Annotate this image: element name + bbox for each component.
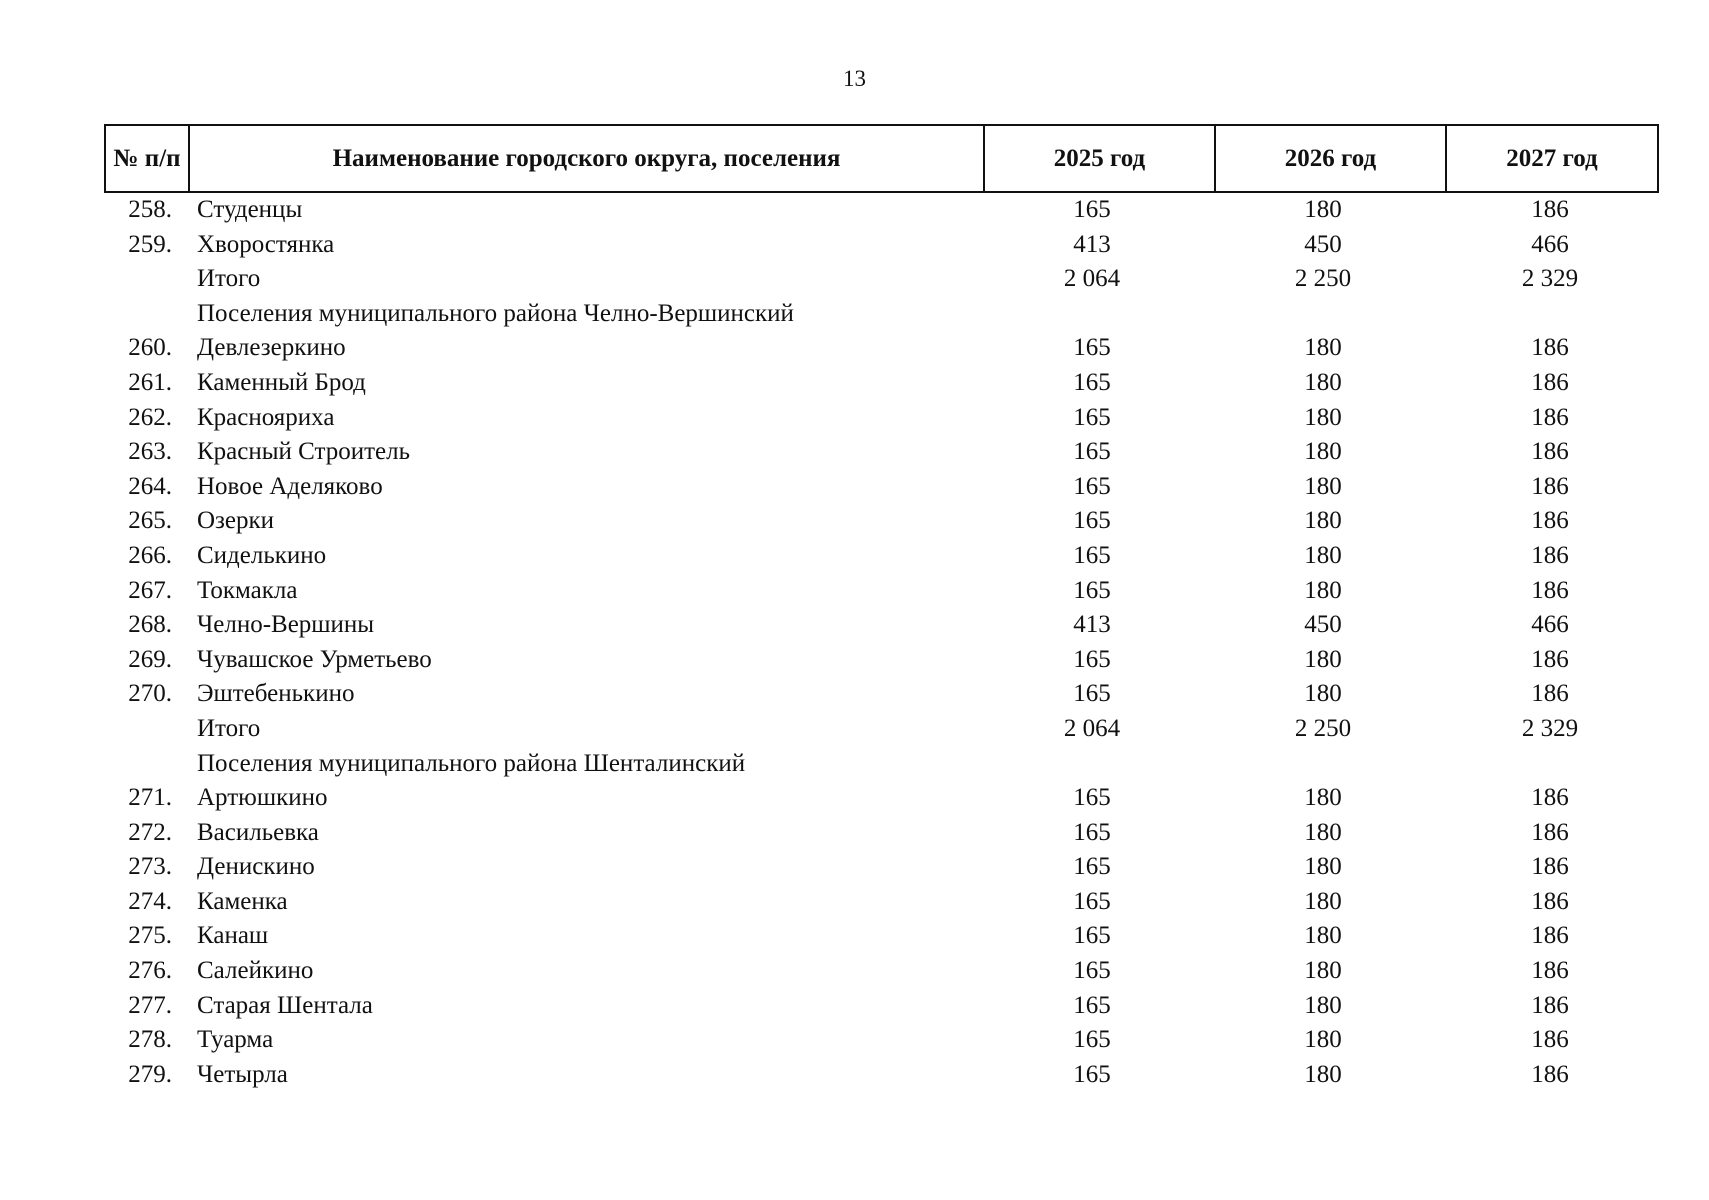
row-value-2027: 186 <box>1531 1060 1569 1088</box>
row-value-2027: 186 <box>1531 196 1569 223</box>
row-value-2027: 186 <box>1531 472 1569 500</box>
row-number: 276. <box>128 957 172 985</box>
table-row <box>0 609 1709 644</box>
row-number: 274. <box>128 887 172 915</box>
row-number: 266. <box>128 541 172 569</box>
row-value-2026: 180 <box>1304 403 1342 431</box>
row-value-2027: 186 <box>1531 645 1569 673</box>
table-row <box>0 955 1709 990</box>
row-value-2026: 180 <box>1304 334 1342 362</box>
row-name: Салейкино <box>197 957 314 985</box>
row-number: 258. <box>128 196 172 223</box>
row-number: 271. <box>128 784 172 812</box>
row-value-2026: 180 <box>1304 1026 1342 1054</box>
row-value-2027: 186 <box>1531 368 1569 396</box>
row-name: Сиделькино <box>197 541 327 569</box>
row-name: Студенцы <box>197 196 303 223</box>
row-value-2026: 2 250 <box>1294 265 1352 293</box>
row-value-2027: 186 <box>1531 507 1569 535</box>
row-value-2025: 165 <box>1073 403 1111 431</box>
row-value-2027: 186 <box>1531 991 1569 1019</box>
row-value-2027: 186 <box>1531 576 1569 604</box>
header-name: Наименование городского округа, поселения <box>188 126 983 191</box>
row-number: 259. <box>128 230 172 258</box>
row-value-2026: 180 <box>1304 507 1342 535</box>
row-value-2026: 180 <box>1304 680 1342 708</box>
row-value-2025: 2 064 <box>1063 714 1121 742</box>
row-value-2027: 466 <box>1531 611 1569 639</box>
row-value-2027: 186 <box>1531 541 1569 569</box>
row-value-2026: 180 <box>1304 957 1342 985</box>
table-row <box>0 194 1709 229</box>
row-name: Каменный Брод <box>197 368 366 396</box>
row-value-2026: 450 <box>1304 611 1342 639</box>
row-value-2025: 165 <box>1073 1060 1111 1088</box>
row-name: Четырла <box>197 1060 288 1088</box>
row-value-2025: 165 <box>1073 991 1111 1019</box>
row-value-2026: 180 <box>1304 818 1342 846</box>
row-value-2026: 2 250 <box>1294 714 1352 742</box>
row-name: Новое Аделяково <box>197 472 383 500</box>
row-name: Денискино <box>197 853 315 881</box>
row-name: Туарма <box>197 1026 274 1054</box>
table-row <box>0 367 1709 402</box>
row-name: Красный Строитель <box>197 438 411 466</box>
row-value-2025: 165 <box>1073 334 1111 362</box>
header-num: № п/п <box>113 145 181 172</box>
row-value-2025: 413 <box>1073 230 1111 258</box>
table-row <box>0 886 1709 921</box>
row-value-2026: 180 <box>1304 196 1342 223</box>
page-number: 13 <box>843 66 866 91</box>
row-name: Хворостянка <box>197 230 335 258</box>
header-2027: 2027 год <box>1445 126 1657 191</box>
row-value-2027: 186 <box>1531 438 1569 466</box>
row-value-2027: 466 <box>1531 230 1569 258</box>
row-value-2027: 186 <box>1531 680 1569 708</box>
row-name: Краснояриха <box>197 403 335 431</box>
row-value-2027: 186 <box>1531 922 1569 950</box>
row-value-2026: 180 <box>1304 472 1342 500</box>
table-row <box>0 713 1709 748</box>
row-value-2027: 186 <box>1531 1026 1569 1054</box>
row-value-2025: 165 <box>1073 368 1111 396</box>
table-row <box>0 748 1709 783</box>
table-row <box>0 575 1709 610</box>
row-name: Поселения муниципального района Шенталинский <box>197 749 746 777</box>
table-row <box>0 540 1709 575</box>
table-row <box>0 782 1709 817</box>
row-value-2026: 180 <box>1304 784 1342 812</box>
row-name: Чувашское Урметьево <box>197 645 432 673</box>
row-value-2027: 186 <box>1531 784 1569 812</box>
row-name: Канаш <box>197 922 269 950</box>
row-value-2025: 165 <box>1073 680 1111 708</box>
row-value-2025: 165 <box>1073 196 1111 223</box>
table-row <box>0 644 1709 679</box>
table-row <box>0 678 1709 713</box>
row-number: 263. <box>128 438 172 466</box>
row-number: 261. <box>128 368 172 396</box>
row-value-2025: 165 <box>1073 507 1111 535</box>
header-2025: 2025 год <box>983 126 1214 191</box>
table-body <box>0 194 1709 1093</box>
row-value-2026: 180 <box>1304 438 1342 466</box>
row-value-2025: 165 <box>1073 438 1111 466</box>
table-row <box>0 990 1709 1025</box>
row-value-2025: 165 <box>1073 541 1111 569</box>
row-value-2025: 165 <box>1073 1026 1111 1054</box>
row-value-2027: 186 <box>1531 887 1569 915</box>
table-row <box>0 1059 1709 1094</box>
row-value-2027: 186 <box>1531 957 1569 985</box>
row-value-2025: 165 <box>1073 957 1111 985</box>
row-value-2027: 2 329 <box>1521 265 1579 293</box>
row-value-2027: 2 329 <box>1521 714 1579 742</box>
row-value-2026: 180 <box>1304 1060 1342 1088</box>
row-name: Челно-Вершины <box>197 611 375 639</box>
row-value-2027: 186 <box>1531 334 1569 362</box>
row-name: Артюшкино <box>197 784 328 812</box>
row-value-2026: 180 <box>1304 576 1342 604</box>
row-number: 262. <box>128 403 172 431</box>
row-name: Поселения муниципального района Челно-Вершинский <box>197 299 794 327</box>
row-number: 279. <box>128 1060 172 1088</box>
table-header <box>104 124 1659 193</box>
row-number: 260. <box>128 334 172 362</box>
row-name: Итого <box>197 714 261 742</box>
row-name: Старая Шентала <box>197 991 373 1019</box>
table-row <box>0 402 1709 437</box>
row-value-2025: 165 <box>1073 887 1111 915</box>
row-number: 277. <box>128 991 172 1019</box>
row-value-2025: 165 <box>1073 472 1111 500</box>
row-value-2027: 186 <box>1531 853 1569 881</box>
table-row <box>0 817 1709 852</box>
row-value-2025: 165 <box>1073 784 1111 812</box>
table-row <box>0 505 1709 540</box>
row-number: 270. <box>128 680 172 708</box>
table-row <box>0 298 1709 333</box>
row-number: 269. <box>128 645 172 673</box>
row-value-2025: 165 <box>1073 853 1111 881</box>
table-row <box>0 229 1709 264</box>
row-value-2026: 180 <box>1304 887 1342 915</box>
row-value-2026: 180 <box>1304 853 1342 881</box>
header-2026: 2026 год <box>1214 126 1445 191</box>
row-value-2025: 2 064 <box>1063 265 1121 293</box>
row-number: 267. <box>128 576 172 604</box>
table-row <box>0 332 1709 367</box>
row-value-2025: 413 <box>1073 611 1111 639</box>
row-value-2025: 165 <box>1073 576 1111 604</box>
row-value-2025: 165 <box>1073 922 1111 950</box>
row-name: Озерки <box>197 507 275 535</box>
row-name: Каменка <box>197 887 288 915</box>
row-name: Эштебенькино <box>197 680 355 708</box>
row-number: 275. <box>128 922 172 950</box>
row-number: 268. <box>128 611 172 639</box>
row-value-2025: 165 <box>1073 818 1111 846</box>
row-value-2025: 165 <box>1073 645 1111 673</box>
row-name: Итого <box>197 265 261 293</box>
row-number: 273. <box>128 853 172 881</box>
row-value-2027: 186 <box>1531 818 1569 846</box>
row-name: Девлезеркино <box>197 334 346 362</box>
row-value-2026: 180 <box>1304 645 1342 673</box>
row-name: Васильевка <box>197 818 319 846</box>
row-value-2026: 450 <box>1304 230 1342 258</box>
row-value-2026: 180 <box>1304 991 1342 1019</box>
table-row <box>0 851 1709 886</box>
row-value-2027: 186 <box>1531 403 1569 431</box>
table-row <box>0 1024 1709 1059</box>
row-number: 265. <box>128 507 172 535</box>
row-number: 272. <box>128 818 172 846</box>
table-row <box>0 436 1709 471</box>
table-row <box>0 263 1709 298</box>
row-number: 264. <box>128 472 172 500</box>
row-value-2026: 180 <box>1304 368 1342 396</box>
row-value-2026: 180 <box>1304 922 1342 950</box>
row-value-2026: 180 <box>1304 541 1342 569</box>
table-row <box>0 920 1709 955</box>
row-name: Токмакла <box>197 576 298 604</box>
table-row <box>0 471 1709 506</box>
row-number: 278. <box>128 1026 172 1054</box>
